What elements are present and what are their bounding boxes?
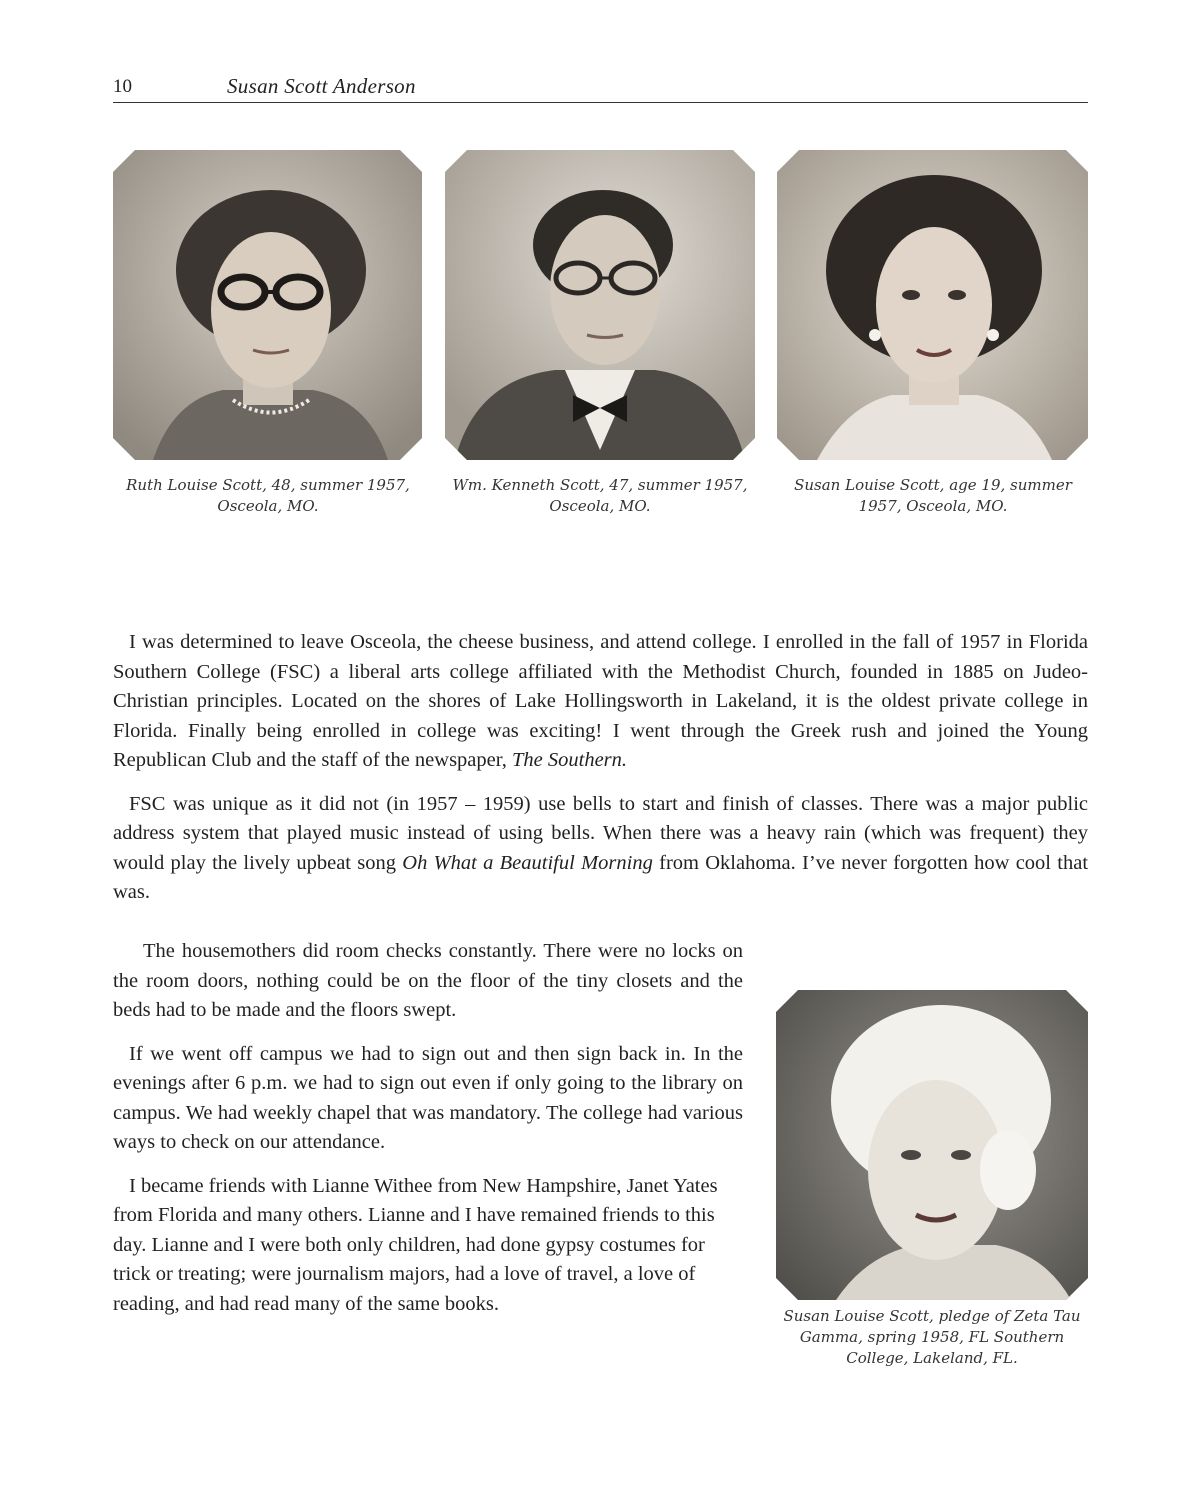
portrait-photo-icon bbox=[777, 150, 1088, 460]
photo-caption-ruth: Ruth Louise Scott, 48, summer 1957, Osceola, MO. bbox=[126, 476, 410, 515]
portrait-photo-icon bbox=[113, 150, 422, 460]
page-number: 10 bbox=[113, 76, 132, 97]
portrait-photo-susan-1957 bbox=[777, 150, 1088, 460]
portrait-photo-ruth bbox=[113, 150, 422, 460]
portrait-photo-susan-1958 bbox=[776, 990, 1088, 1300]
body-text-column bbox=[113, 937, 743, 1333]
paragraph: The housemothers did room checks constantly. There were no locks on the room doors, nothing could be on the floor of the tiny closets and the beds had to be made and the floors swept. bbox=[113, 940, 743, 1021]
photo-caption-susan-1958: Susan Louise Scott, pledge of Zeta Tau Gamma, spring 1958, FL Southern College, Lakeland, FL. bbox=[783, 1307, 1081, 1367]
portrait-photo-icon bbox=[776, 990, 1088, 1300]
paragraph: I became friends with Lianne Withee from New Hampshire, Janet Yates from Florida and many others. Lianne and I have remained friends to this day. Lianne and I were both only children, had done gypsy costumes for trick or treating; were journalism majors, had a love of travel, a love of reading, and had read many of the same books. bbox=[113, 1174, 718, 1315]
paragraph: I was determined to leave Osceola, the cheese business, and attend college. I enrolled in the fall of 1957 in Florida Southern College (FSC) a liberal arts college affiliated with the Methodist Church, founded in 1885 on Judeo-Christian principles. Located on the shores of Lake Hollingsworth in Lakeland, it is the oldest private college in Florida. Finally being enrolled in college was exciting! I went through the Greek rush and joined the Young Republican Club and the staff of the newspaper, The Southern. bbox=[113, 631, 1088, 771]
page-header bbox=[113, 74, 1088, 103]
body-text-full-width bbox=[113, 628, 1088, 922]
paragraph: If we went off campus we had to sign out and then sign back in. In the evenings after 6 p.m. we had to sign out even if only going to the library on campus. We had weekly chapel that was mandatory. The college had various ways to check on our attendance. bbox=[113, 1042, 743, 1153]
portrait-photo-kenneth bbox=[445, 150, 755, 460]
portrait-photo-icon bbox=[445, 150, 755, 460]
photo-caption-kenneth: Wm. Kenneth Scott, 47, summer 1957, Osceola, MO. bbox=[452, 476, 748, 515]
running-head: Susan Scott Anderson bbox=[227, 74, 416, 98]
paragraph: FSC was unique as it did not (in 1957 – 1959) use bells to start and finish of classes. There was a major public address system that played music instead of using bells. When there was a heavy rain (which was frequent) they would play the lively upbeat song Oh What a Beautiful Morning from Oklahoma. I’ve never forgotten how cool that was. bbox=[113, 792, 1089, 903]
photo-caption-susan-1957: Susan Louise Scott, age 19, summer 1957, Osceola, MO. bbox=[794, 476, 1072, 515]
